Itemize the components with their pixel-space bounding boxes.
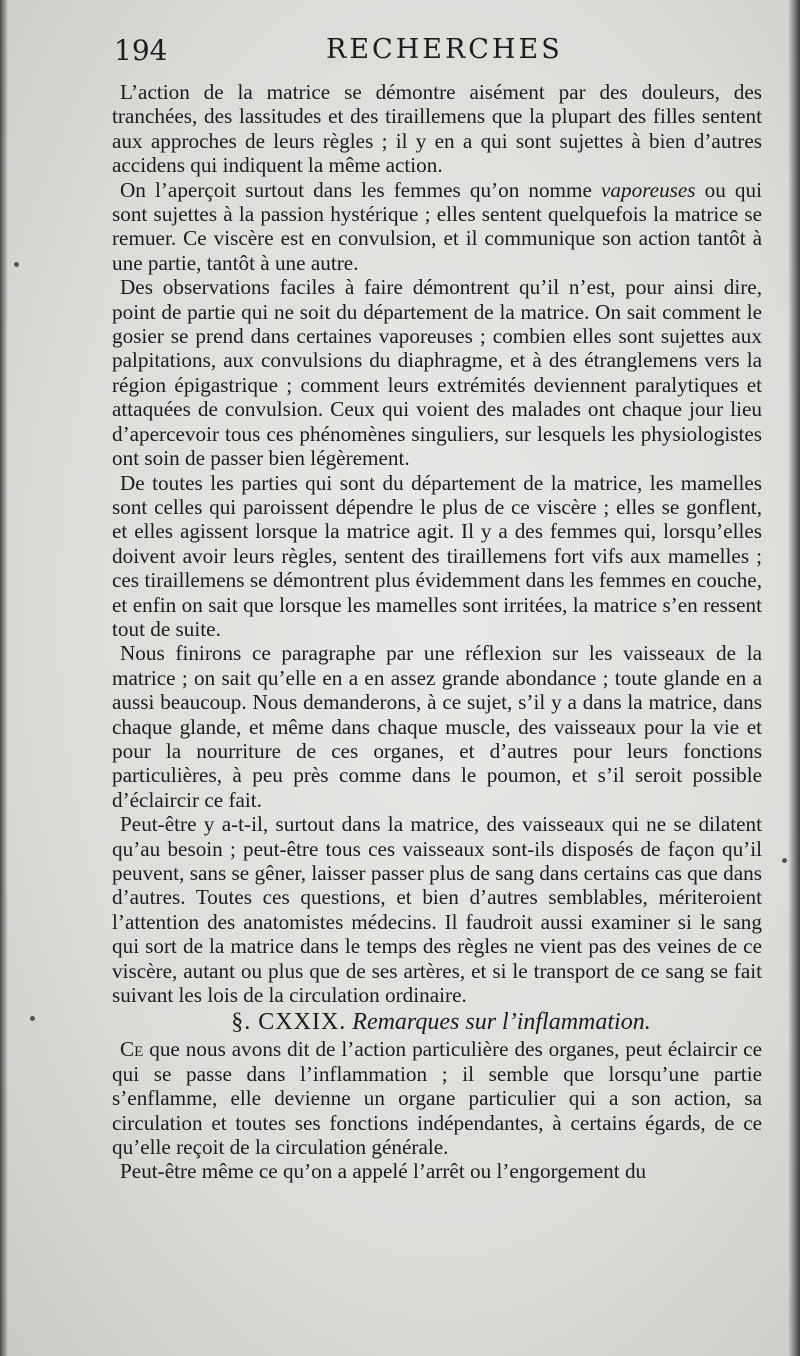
page-edge-shadow-left <box>0 0 8 1356</box>
paragraph-text: ou qui sont sujettes à la passion hystérique ; elles sentent quelquefois la matrice se remuer. Ce viscère est en convulsion, et il communique son action tantôt à une partie, tantôt à une autre. <box>112 177 762 275</box>
paragraph-text: On l’aperçoit surtout dans les femmes qu’on nomme <box>120 177 602 202</box>
ink-speck <box>30 1016 35 1021</box>
paragraph: L’action de la matrice se démontre aisément par des douleurs, des tranchées, des lassitudes et des tiraillemens que la plupart des filles sentent aux approches de leurs règles ; il y en a qui sont sujettes à bien d’autres accidens qui indiquent la même action. <box>112 80 762 178</box>
paragraph: Peut-être même ce qu’on a appelé l’arrêt ou l’engorgement du <box>120 1159 647 1184</box>
paragraph: Nous finirons ce paragraphe par une réflexion sur les vaisseaux de la matrice ; on sait qu’elle en a en assez grande abondance ; toute glande en a aussi beaucoup. Nous demanderons, à ce sujet, s’il y a dans la matrice, dans chaque glande, et même dans chaque muscle, des vaisseaux pour la vie et pour la nourriture de ces organes, et d’autres pour leurs fonctions particulières, à peu près comme dans le poumon, et s’il seroit possible d’éclaircir ce fait. <box>112 641 762 812</box>
ink-speck <box>14 262 19 267</box>
paragraph: Des observations faciles à faire démontrent qu’il n’est, pour ainsi dire, point de partie qui ne soit du département de la matrice. On sait comment le gosier se prend dans certaines vaporeuses ; combien elles sont sujettes aux palpitations, aux convulsions du diaphragme, et à des étranglemens vers la région épigastrique ; comment leurs extrémités deviennent paralytiques et attaquées de convulsion. Ceux qui voient des malades ont chaque jour lieu d’apercevoir tous ces phénomènes singuliers, sur lesquels les physiologistes ont soin de passer bien légèrement. <box>112 275 762 471</box>
page-edge-shadow-right <box>788 0 800 1356</box>
section-heading <box>112 1007 762 1037</box>
running-head-title: RECHERCHES <box>326 34 563 65</box>
body-text <box>112 80 762 1184</box>
paragraph-text: que nous avons dit de l’action particulière des organes, peut éclaircir ce qui se passe dans l’inflammation ; il semble que lorsqu’une partie s’enflamme, elle devienne un organe particulier qui a son action, sa circulation et toutes ses fonctions indépendantes, à certains égards, de ce qu’elle reçoit de la circulation générale. <box>112 1037 762 1160</box>
italic-term: vaporeuses <box>601 177 696 202</box>
page-number: 194 <box>114 34 168 67</box>
section-number: §. CXXIX. <box>231 1009 347 1036</box>
section-title: Remarques sur l’inflammation. <box>352 1009 651 1036</box>
paragraph: Peut-être y a-t-il, surtout dans la matrice, des vaisseaux qui ne se dilatent qu’au besoin ; peut-être tous ces vaisseaux sont-ils disposés de façon qu’il peuvent, sans se gêner, laisser passer plus de sang dans certains cas que dans d’autres. Toutes ces questions, et bien d’autres semblables, mériteroient l’attention des anatomistes médecins. Il faudroit aussi examiner si le sang qui sort de la matrice dans le temps des règles ne vient pas des veines de ce viscère, autant ou plus que de ses artères, et si le transport de ce sang se fait suivant les lois de la circulation ordinaire. <box>112 812 762 1008</box>
paragraph-lead-word: Ce <box>120 1037 144 1062</box>
ink-speck <box>782 858 787 863</box>
paragraph <box>112 178 762 276</box>
paragraph: De toutes les parties qui sont du département de la matrice, les mamelles sont celles qui paroissent dépendre le plus de ce viscère ; elles se gonflent, et elles agissent lorsque la matrice agit. Il y a des femmes qui, lorsqu’elles doivent avoir leurs règles, sentent des tiraillemens fort vifs aux mamelles ; ces tiraillemens se démontrent plus évidemment dans les femmes en couche, et enfin on sait que lorsque les mamelles sont irritées, la matrice s’en ressent tout de suite. <box>112 470 762 641</box>
paragraph <box>112 1037 762 1159</box>
running-head <box>0 28 800 72</box>
